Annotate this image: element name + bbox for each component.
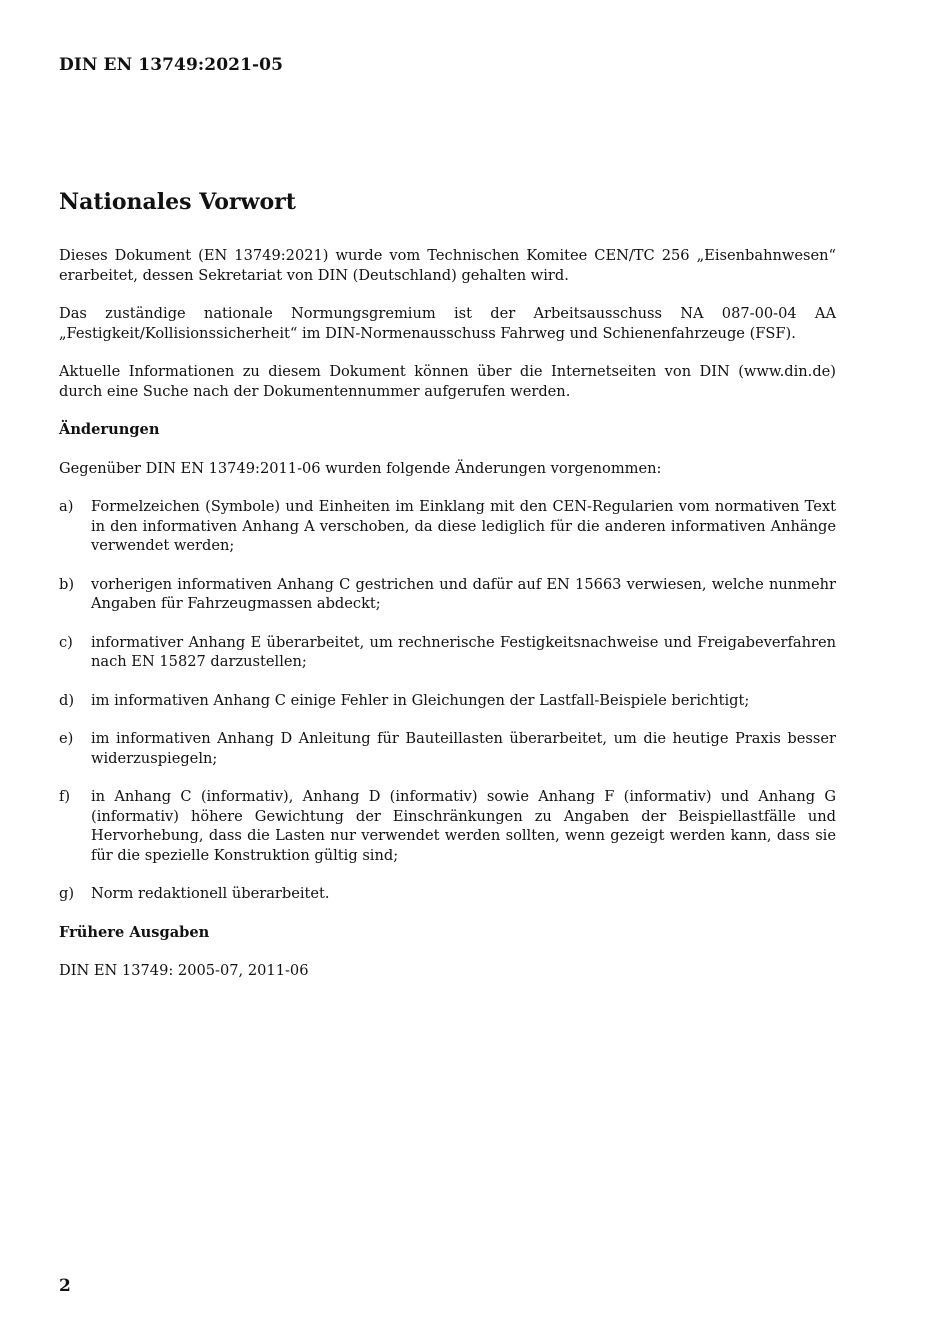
list-item-text: in Anhang C (informativ), Anhang D (informativ) sowie Anhang F (informativ) und Anhang G (informativ) höhere Gewichtung der Einschränkungen zu Angaben der Beispiellastfälle und Hervorhebung, dass die Lasten nur verwendet werden sollten, wenn gezeigt werden kann, dass sie für die spezielle Konstruktion gültig sind;: [91, 788, 836, 864]
list-item-text: Formelzeichen (Symbole) und Einheiten im Einklang mit den CEN-Regularien vom normativen Text in den informativen Anhang A verschoben, da diese lediglich für die anderen informativen Anhänge verwendet werden;: [91, 498, 836, 554]
list-item: [59, 729, 836, 768]
section-title: Nationales Vorwort: [59, 189, 296, 215]
list-item-text: im informativen Anhang C einige Fehler in Gleichungen der Lastfall-Beispiele berichtigt;: [91, 691, 750, 709]
list-item-text: vorherigen informativen Anhang C gestrichen und dafür auf EN 15663 verwiesen, welche nunmehr Angaben für Fahrzeugmassen abdeckt;: [91, 575, 836, 612]
paragraph-committee: Dieses Dokument (EN 13749:2021) wurde vom Technischen Komitee CEN/TC 256 „Eisenbahnwesen“ erarbeitet, dessen Sekretariat von DIN (Deutschland) gehalten wird.: [59, 247, 836, 284]
list-item-text: im informativen Anhang D Anleitung für Bauteillasten überarbeitet, um die heutige Praxis besser widerzuspiegeln;: [91, 730, 836, 767]
previous-editions-heading: Frühere Ausgaben: [59, 923, 210, 941]
paragraph-national-body: Das zuständige nationale Normungsgremium ist der Arbeitsausschuss NA 087-00-04 AA „Festigkeit/Kollisionssicherheit“ im DIN-Normenausschuss Fahrweg und Schienenfahrzeuge (FSF).: [59, 305, 836, 342]
list-item: [59, 497, 836, 556]
list-item: [59, 575, 836, 614]
list-marker: f): [59, 788, 71, 805]
changes-intro: Gegenüber DIN EN 13749:2011-06 wurden folgende Änderungen vorgenommen:: [59, 459, 662, 477]
document-body: [59, 186, 836, 1000]
previous-editions-text: DIN EN 13749: 2005-07, 2011-06: [59, 962, 309, 979]
list-item: [59, 633, 836, 672]
list-marker: e): [59, 730, 74, 747]
list-item-text: Norm redaktionell überarbeitet.: [91, 885, 330, 902]
list-item: [59, 691, 836, 711]
list-marker: c): [59, 633, 73, 651]
changes-list: [59, 497, 836, 904]
list-marker: a): [59, 498, 74, 515]
list-item: [59, 787, 836, 865]
list-marker: g): [59, 885, 75, 902]
list-item: [59, 884, 836, 904]
paragraph-information: Aktuelle Informationen zu diesem Dokument können über die Internetseiten von DIN (www.din.de) durch eine Suche nach der Dokumentennummer aufgerufen werden.: [59, 363, 836, 400]
list-item-text: informativer Anhang E überarbeitet, um rechnerische Festigkeitsnachweise und Freigabeverfahren nach EN 15827 darzustellen;: [91, 633, 836, 670]
changes-heading: Änderungen: [59, 421, 160, 438]
list-marker: b): [59, 575, 75, 593]
page-number: 2: [59, 1276, 71, 1296]
document-id-header: DIN EN 13749:2021-05: [59, 55, 284, 75]
list-marker: d): [59, 691, 75, 709]
